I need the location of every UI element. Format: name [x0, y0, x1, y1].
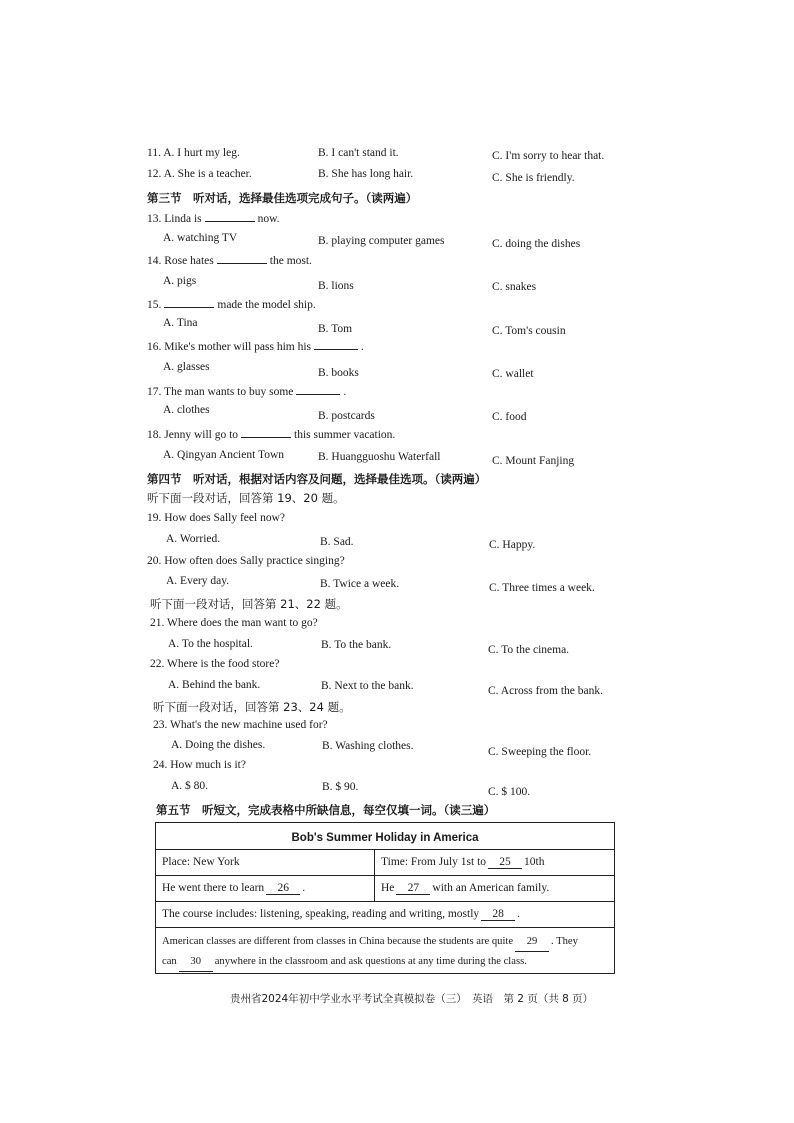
- blank-25[interactable]: 25: [488, 856, 522, 869]
- table-cell-learn: He went there to learn 26 .: [162, 882, 306, 894]
- q18-option-b: B. Huangguoshu Waterfall: [318, 451, 441, 463]
- q18-stem: 18. Jenny will go to this summer vacation.: [147, 429, 396, 441]
- q12-option-a: 12. A. She is a teacher.: [147, 168, 252, 180]
- q19-option-b: B. Sad.: [320, 536, 354, 548]
- summer-holiday-table: [155, 822, 615, 974]
- page-footer: 贵州省2024年初中学业水平考试全真模拟卷（三） 英语 第 2 页（共 8 页）: [230, 993, 594, 1005]
- q13-option-c: C. doing the dishes: [492, 238, 581, 250]
- section-4-heading: 第四节 听对话，根据对话内容及问题，选择最佳选项。（读两遍）: [147, 472, 487, 486]
- q13-option-b: B. playing computer games: [318, 235, 445, 247]
- table-row-course: [156, 902, 614, 928]
- table-cell-classes: American classes are different from classes in China because the students are quite 29 . They can 30 anywhere in the classroom and ask questions at any time during the class.: [156, 928, 614, 973]
- q24-stem: 24. How much is it?: [153, 759, 246, 771]
- q17-stem: 17. The man wants to buy some .: [147, 386, 347, 398]
- q15-option-b: B. Tom: [318, 323, 353, 335]
- q21-option-a: A. To the hospital.: [168, 638, 253, 650]
- q20-stem: 20. How often does Sally practice singing?: [147, 555, 345, 567]
- q19-option-a: A. Worried.: [166, 533, 221, 545]
- table-cell-place: Place: New York: [162, 856, 240, 868]
- q19-stem: 19. How does Sally feel now?: [147, 512, 285, 524]
- q16-option-c: C. wallet: [492, 368, 534, 380]
- q20-option-b: B. Twice a week.: [320, 578, 400, 590]
- q11-option-a: 11. A. I hurt my leg.: [147, 147, 240, 159]
- q11-option-c: C. I'm sorry to hear that.: [492, 150, 605, 162]
- q21-option-b: B. To the bank.: [321, 639, 392, 651]
- q24-option-a: A. $ 80.: [171, 780, 209, 792]
- q23-option-c: C. Sweeping the floor.: [488, 746, 592, 758]
- q16-option-a: A. glasses: [163, 361, 210, 373]
- q15-option-a: A. Tina: [163, 317, 198, 329]
- table-title: Bob's Summer Holiday in America: [291, 832, 479, 844]
- q17-option-a: A. clothes: [163, 404, 210, 416]
- section-4-intro-19-20: 听下面一段对话，回答第 19、20 题。: [147, 491, 345, 505]
- blank-28[interactable]: 28: [481, 908, 515, 921]
- blank-29[interactable]: 29: [515, 932, 549, 952]
- q23-option-b: B. Washing clothes.: [322, 740, 414, 752]
- section-4-intro-21-22: 听下面一段对话，回答第 21、22 题。: [150, 597, 348, 611]
- q13-option-a: A. watching TV: [163, 232, 238, 244]
- q17-option-b: B. postcards: [318, 410, 375, 422]
- q16-option-b: B. books: [318, 367, 359, 379]
- q15-stem: 15. made the model ship.: [147, 299, 316, 311]
- section-3-heading: 第三节 听对话，选择最佳选项完成句子。（读两遍）: [147, 191, 418, 205]
- table-cell-time: Time: From July 1st to 25 10th: [374, 850, 614, 875]
- q17-option-c: C. food: [492, 411, 527, 423]
- q12-option-c: C. She is friendly.: [492, 172, 575, 184]
- table-row-classes: [156, 928, 614, 973]
- table-title-row: [156, 823, 614, 850]
- q20-option-c: C. Three times a week.: [489, 582, 595, 594]
- table-row-learn: [156, 876, 614, 902]
- q24-option-c: C. $ 100.: [488, 786, 531, 798]
- blank-30[interactable]: 30: [179, 952, 213, 972]
- section-4-intro-23-24: 听下面一段对话，回答第 23、24 题。: [153, 700, 351, 714]
- blank-27[interactable]: 27: [396, 882, 430, 895]
- table-row-place-time: [156, 850, 614, 876]
- q12-option-b: B. She has long hair.: [318, 168, 414, 180]
- q24-option-b: B. $ 90.: [322, 781, 359, 793]
- q22-stem: 22. Where is the food store?: [150, 658, 280, 670]
- q22-option-b: B. Next to the bank.: [321, 680, 414, 692]
- q14-option-b: B. lions: [318, 280, 354, 292]
- q21-option-c: C. To the cinema.: [488, 644, 570, 656]
- table-cell-family: He 27 with an American family.: [374, 876, 614, 901]
- q21-stem: 21. Where does the man want to go?: [150, 617, 318, 629]
- q23-stem: 23. What's the new machine used for?: [153, 719, 328, 731]
- q18-option-a: A. Qingyan Ancient Town: [163, 449, 284, 461]
- q22-option-c: C. Across from the bank.: [488, 685, 603, 697]
- q14-stem: 14. Rose hates the most.: [147, 255, 312, 267]
- q20-option-a: A. Every day.: [166, 575, 230, 587]
- q22-option-a: A. Behind the bank.: [168, 679, 261, 691]
- q15-option-c: C. Tom's cousin: [492, 325, 566, 337]
- q13-stem: 13. Linda is now.: [147, 213, 280, 225]
- blank-26[interactable]: 26: [266, 882, 300, 895]
- q16-stem: 16. Mike's mother will pass him his .: [147, 341, 364, 353]
- q19-option-c: C. Happy.: [489, 539, 536, 551]
- table-cell-course: The course includes: listening, speaking, reading and writing, mostly 28 .: [162, 908, 521, 920]
- q14-option-c: C. snakes: [492, 281, 537, 293]
- q23-option-a: A. Doing the dishes.: [171, 739, 266, 751]
- q18-option-c: C. Mount Fanjing: [492, 455, 575, 467]
- q14-option-a: A. pigs: [163, 275, 197, 287]
- q11-option-b: B. I can't stand it.: [318, 147, 399, 159]
- section-5-heading: 第五节 听短文，完成表格中所缺信息，每空仅填一词。（读三遍）: [156, 803, 496, 817]
